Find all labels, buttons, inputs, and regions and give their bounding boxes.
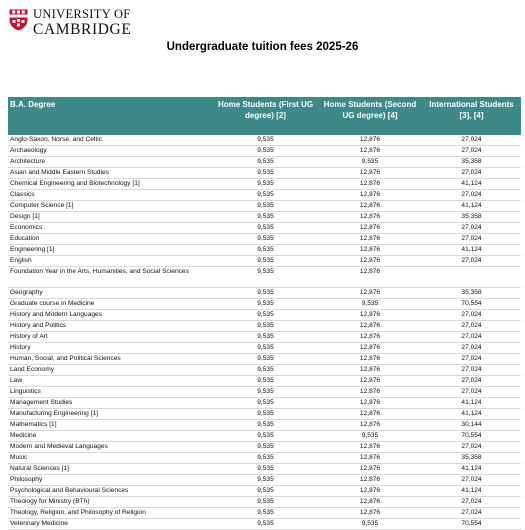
international-cell: 27,024 xyxy=(422,442,521,453)
table-row xyxy=(8,321,521,332)
home-first-ug-cell: 9,535 xyxy=(213,409,318,420)
international-cell: 27,024 xyxy=(422,475,521,486)
international-cell: 27,024 xyxy=(422,223,521,234)
tuition-fees-table xyxy=(8,97,521,530)
table-row xyxy=(8,376,521,387)
degree-cell: History of Art xyxy=(8,332,213,343)
home-first-ug-cell: 9,535 xyxy=(213,354,318,365)
degree-cell: Anglo-Saxon, Norse, and Celtic xyxy=(8,135,213,146)
logo-wordmark xyxy=(33,8,131,37)
degree-cell: Archaeology xyxy=(8,146,213,157)
international-cell: 70,554 xyxy=(422,299,521,310)
table-row xyxy=(8,179,521,190)
home-second-ug-cell: 12,876 xyxy=(318,179,422,190)
home-first-ug-cell: 9,535 xyxy=(213,497,318,508)
table-row xyxy=(8,387,521,398)
home-first-ug-cell: 9,535 xyxy=(213,442,318,453)
table-row xyxy=(8,420,521,431)
table-header-row xyxy=(8,97,521,135)
international-cell xyxy=(422,267,521,288)
home-first-ug-cell: 9,535 xyxy=(213,464,318,475)
logo-line-1: UNIVERSITY OF xyxy=(33,7,131,21)
degree-cell: Philosophy xyxy=(8,475,213,486)
home-first-ug-cell: 9,535 xyxy=(213,190,318,201)
home-first-ug-cell: 9,535 xyxy=(213,256,318,267)
table-row xyxy=(8,267,521,288)
table-row xyxy=(8,212,521,223)
table-row xyxy=(8,354,521,365)
home-second-ug-cell: 9,535 xyxy=(318,519,422,530)
international-cell: 35,358 xyxy=(422,288,521,299)
table-row xyxy=(8,299,521,310)
international-cell: 27,024 xyxy=(422,146,521,157)
home-first-ug-cell: 9,535 xyxy=(213,310,318,321)
home-second-ug-cell: 12,876 xyxy=(318,201,422,212)
degree-cell: Natural Sciences [1] xyxy=(8,464,213,475)
home-first-ug-cell: 9,535 xyxy=(213,376,318,387)
table-body xyxy=(8,135,521,530)
home-first-ug-cell: 9,535 xyxy=(213,387,318,398)
degree-cell: Chemical Engineering and Biotechnology [1] xyxy=(8,179,213,190)
international-cell: 27,024 xyxy=(422,497,521,508)
degree-cell: Design [1] xyxy=(8,212,213,223)
degree-cell: Management Studies xyxy=(8,398,213,409)
home-second-ug-cell: 12,876 xyxy=(318,453,422,464)
home-first-ug-cell: 9,535 xyxy=(213,398,318,409)
home-first-ug-cell: 9,535 xyxy=(213,245,318,256)
table-row xyxy=(8,442,521,453)
page-title: Undergraduate tuition fees 2025-26 xyxy=(166,41,359,53)
table-row xyxy=(8,464,521,475)
home-second-ug-cell: 12,876 xyxy=(318,321,422,332)
degree-cell: Manufacturing Engineering [1] xyxy=(8,409,213,420)
header-international: International Students [3], [4] xyxy=(422,97,521,135)
international-cell: 27,024 xyxy=(422,190,521,201)
home-second-ug-cell: 12,876 xyxy=(318,168,422,179)
table-row xyxy=(8,409,521,420)
home-second-ug-cell: 12,876 xyxy=(318,256,422,267)
home-second-ug-cell: 12,876 xyxy=(318,234,422,245)
international-cell: 41,124 xyxy=(422,245,521,256)
international-cell: 70,554 xyxy=(422,431,521,442)
home-second-ug-cell: 12,876 xyxy=(318,409,422,420)
degree-cell: Mathematics [1] xyxy=(8,420,213,431)
table-row xyxy=(8,234,521,245)
home-first-ug-cell: 9,535 xyxy=(213,201,318,212)
table-row xyxy=(8,475,521,486)
degree-cell: History and Politics xyxy=(8,321,213,332)
home-first-ug-cell: 9,535 xyxy=(213,168,318,179)
international-cell: 27,024 xyxy=(422,234,521,245)
home-first-ug-cell: 9,535 xyxy=(213,299,318,310)
table-row xyxy=(8,245,521,256)
table-row xyxy=(8,519,521,530)
home-first-ug-cell: 9,535 xyxy=(213,343,318,354)
home-first-ug-cell: 9,535 xyxy=(213,223,318,234)
degree-cell: Computer Science [1] xyxy=(8,201,213,212)
international-cell: 27,024 xyxy=(422,343,521,354)
home-second-ug-cell: 9,535 xyxy=(318,299,422,310)
home-second-ug-cell: 12,876 xyxy=(318,475,422,486)
home-second-ug-cell: 12,876 xyxy=(318,365,422,376)
table-row xyxy=(8,135,521,146)
home-first-ug-cell: 9,535 xyxy=(213,519,318,530)
home-first-ug-cell: 9,535 xyxy=(213,288,318,299)
table-row xyxy=(8,146,521,157)
table-row xyxy=(8,157,521,168)
international-cell: 27,024 xyxy=(422,168,521,179)
international-cell: 27,024 xyxy=(422,387,521,398)
table-row xyxy=(8,497,521,508)
cambridge-crest-icon xyxy=(9,9,28,31)
international-cell: 27,024 xyxy=(422,332,521,343)
logo-line-2: CAMBRIDGE xyxy=(33,20,132,38)
table-row xyxy=(8,190,521,201)
table-row xyxy=(8,223,521,234)
home-first-ug-cell: 9,535 xyxy=(213,475,318,486)
degree-cell: Theology for Ministry (BTh) xyxy=(8,497,213,508)
degree-cell: Asian and Middle Eastern Studies xyxy=(8,168,213,179)
degree-cell: Theology, Religion, and Philosophy of Religion xyxy=(8,508,213,519)
home-second-ug-cell: 12,876 xyxy=(318,442,422,453)
international-cell: 70,554 xyxy=(422,519,521,530)
home-second-ug-cell: 12,876 xyxy=(318,387,422,398)
degree-cell: Geography xyxy=(8,288,213,299)
degree-cell: Foundation Year in the Arts, Humanities, and Social Sciences xyxy=(8,267,213,288)
home-first-ug-cell: 9,535 xyxy=(213,212,318,223)
international-cell: 41,124 xyxy=(422,179,521,190)
table-row xyxy=(8,453,521,464)
home-second-ug-cell: 12,876 xyxy=(318,398,422,409)
home-second-ug-cell: 12,876 xyxy=(318,332,422,343)
home-first-ug-cell: 9,535 xyxy=(213,508,318,519)
table-row xyxy=(8,288,521,299)
home-second-ug-cell: 12,876 xyxy=(318,420,422,431)
home-second-ug-cell: 12,876 xyxy=(318,376,422,387)
international-cell: 27,024 xyxy=(422,376,521,387)
table-row xyxy=(8,310,521,321)
table-row xyxy=(8,343,521,354)
header-home-first-ug: Home Students (First UG degree) [2] xyxy=(213,97,318,135)
degree-cell: Psychological and Behavioural Sciences xyxy=(8,486,213,497)
home-second-ug-cell: 12,876 xyxy=(318,497,422,508)
degree-cell: Graduate course in Medicine xyxy=(8,299,213,310)
home-second-ug-cell: 12,876 xyxy=(318,508,422,519)
home-second-ug-cell: 12,876 xyxy=(318,190,422,201)
home-first-ug-cell: 9,535 xyxy=(213,146,318,157)
international-cell: 35,358 xyxy=(422,157,521,168)
home-second-ug-cell: 9,535 xyxy=(318,157,422,168)
international-cell: 27,024 xyxy=(422,310,521,321)
home-first-ug-cell: 9,535 xyxy=(213,321,318,332)
university-logo xyxy=(9,8,131,37)
degree-cell: Medicine xyxy=(8,431,213,442)
degree-cell: Classics xyxy=(8,190,213,201)
international-cell: 27,024 xyxy=(422,365,521,376)
degree-cell: History xyxy=(8,343,213,354)
international-cell: 35,358 xyxy=(422,453,521,464)
international-cell: 27,024 xyxy=(422,256,521,267)
international-cell: 27,024 xyxy=(422,354,521,365)
international-cell: 41,124 xyxy=(422,201,521,212)
home-first-ug-cell: 9,535 xyxy=(213,486,318,497)
home-second-ug-cell: 12,876 xyxy=(318,288,422,299)
home-first-ug-cell: 9,535 xyxy=(213,179,318,190)
international-cell: 27,024 xyxy=(422,135,521,146)
home-second-ug-cell: 12,876 xyxy=(318,310,422,321)
home-first-ug-cell: 9,535 xyxy=(213,267,318,288)
home-second-ug-cell: 12,876 xyxy=(318,343,422,354)
home-first-ug-cell: 9,535 xyxy=(213,157,318,168)
degree-cell: Music xyxy=(8,453,213,464)
header-degree: B.A. Degree xyxy=(8,97,213,135)
international-cell: 27,024 xyxy=(422,508,521,519)
degree-cell: English xyxy=(8,256,213,267)
degree-cell: History and Modern Languages xyxy=(8,310,213,321)
table-row xyxy=(8,486,521,497)
degree-cell: Engineering [1] xyxy=(8,245,213,256)
degree-cell: Education xyxy=(8,234,213,245)
international-cell: 41,124 xyxy=(422,464,521,475)
degree-cell: Modern and Medieval Languages xyxy=(8,442,213,453)
home-second-ug-cell: 12,876 xyxy=(318,464,422,475)
international-cell: 41,124 xyxy=(422,486,521,497)
table-row xyxy=(8,508,521,519)
degree-cell: Economics xyxy=(8,223,213,234)
international-cell: 27,024 xyxy=(422,321,521,332)
home-first-ug-cell: 9,535 xyxy=(213,234,318,245)
table-row xyxy=(8,332,521,343)
table-row xyxy=(8,365,521,376)
home-second-ug-cell: 12,876 xyxy=(318,267,422,288)
home-second-ug-cell: 12,876 xyxy=(318,245,422,256)
degree-cell: Linguistics xyxy=(8,387,213,398)
international-cell: 41,124 xyxy=(422,398,521,409)
home-first-ug-cell: 9,535 xyxy=(213,431,318,442)
table-row xyxy=(8,431,521,442)
degree-cell: Veterinary Medicine xyxy=(8,519,213,530)
degree-cell: Human, Social, and Political Sciences xyxy=(8,354,213,365)
international-cell: 30,144 xyxy=(422,420,521,431)
degree-cell: Land Economy xyxy=(8,365,213,376)
degree-cell: Architecture xyxy=(8,157,213,168)
home-first-ug-cell: 9,535 xyxy=(213,420,318,431)
home-second-ug-cell: 12,876 xyxy=(318,354,422,365)
home-first-ug-cell: 9,535 xyxy=(213,135,318,146)
home-second-ug-cell: 12,876 xyxy=(318,212,422,223)
international-cell: 41,124 xyxy=(422,409,521,420)
degree-cell: Law xyxy=(8,376,213,387)
header-home-second-ug: Home Students (Second UG degree) [4] xyxy=(318,97,422,135)
international-cell: 35,358 xyxy=(422,212,521,223)
table-row xyxy=(8,398,521,409)
home-second-ug-cell: 12,876 xyxy=(318,135,422,146)
home-second-ug-cell: 9,535 xyxy=(318,431,422,442)
home-first-ug-cell: 9,535 xyxy=(213,453,318,464)
table-row xyxy=(8,201,521,212)
table-row xyxy=(8,256,521,267)
home-second-ug-cell: 12,876 xyxy=(318,223,422,234)
home-first-ug-cell: 9,535 xyxy=(213,332,318,343)
home-second-ug-cell: 12,876 xyxy=(318,146,422,157)
home-first-ug-cell: 9,535 xyxy=(213,365,318,376)
table-row xyxy=(8,168,521,179)
home-second-ug-cell: 12,876 xyxy=(318,486,422,497)
